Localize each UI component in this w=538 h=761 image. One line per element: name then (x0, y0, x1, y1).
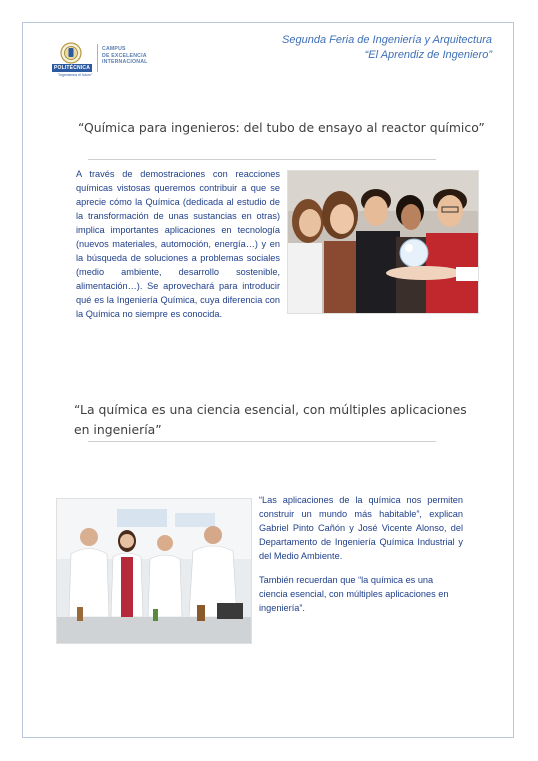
campus-text (102, 46, 162, 66)
section1-paragraph: A través de demostraciones con reacciones químicas vistosas queremos contribuir a que se aprecie cómo la Química (dedicada al estudio de la transformación de unas sustancias en otras) implica importantes aplicaciones en tecnología (nuevos materiales, automoción, energía…) y en la búsqueda de soluciones a problemas sociales (medio ambiente, desarrollo sostenible, alimentación…). Se aprovechará para introducir qué es la Ingeniería Química, cuya diferencia con la Química no siempre es conocida. (76, 169, 280, 319)
logo-divider (97, 44, 98, 72)
upm-logo (52, 42, 152, 76)
researchers-photo (56, 498, 252, 644)
campus-line: CAMPUS (102, 46, 126, 52)
logo-name: POLITÉCNICA (53, 65, 91, 71)
section2-paragraph-2: También recuerdan que “la química es una ciencia esencial, con múltiples aplicaciones en ingeniería”. (259, 575, 449, 613)
section2-paragraph-1: “Las aplicaciones de la química nos permiten construir un mundo más habitable”, explican Gabriel Pinto Cañón y José Vicente Alonso, del Departamento de Ingeniería Química Industrial y del Medio Ambiente. (259, 495, 463, 561)
campus-line: DE EXCELENCIA (102, 52, 147, 59)
header-line-2: “El Aprendiz de Ingeniero” (364, 49, 492, 61)
section2-title: “La química es una ciencia esencial, con múltiples aplicaciones en ingeniería” (74, 402, 467, 437)
logo-tagline: "Ingeniamos el futuro" (57, 73, 93, 77)
header-title (282, 33, 492, 63)
section2-divider (88, 441, 436, 442)
campus-line: INTERNACIONAL (102, 59, 148, 65)
section1-title: “Química para ingenieros: del tubo de ensayo al reactor químico” (78, 120, 485, 135)
header-line-1: Segunda Feria de Ingeniería y Arquitectura (282, 34, 492, 46)
section1-divider (88, 159, 436, 160)
students-photo (287, 170, 479, 314)
crest-icon (60, 42, 82, 64)
